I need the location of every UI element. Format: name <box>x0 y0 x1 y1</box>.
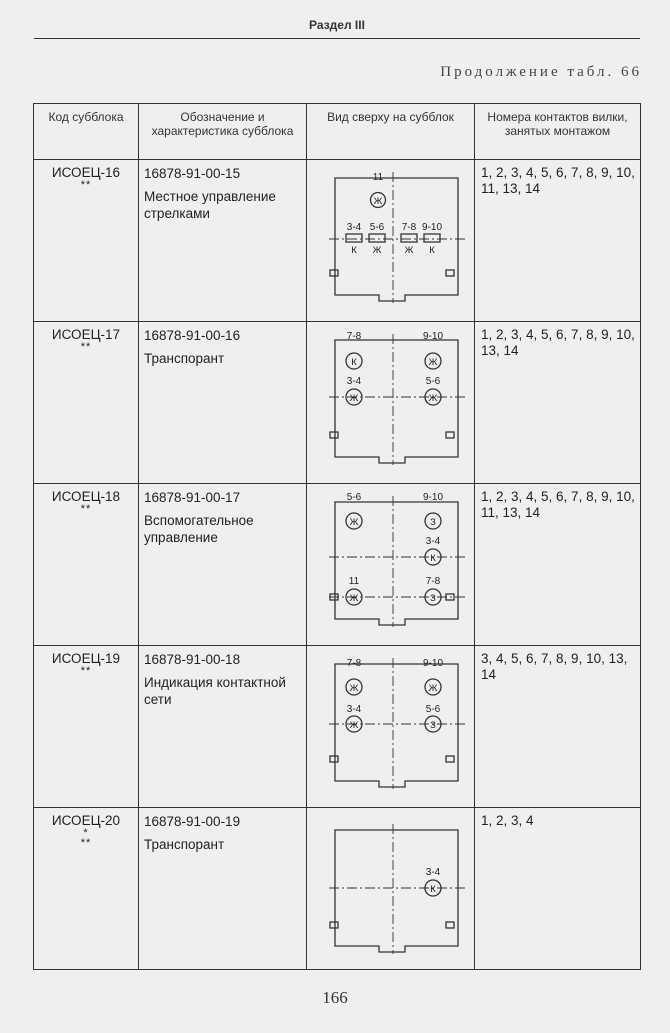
lamp-symbol: З <box>430 517 436 528</box>
subblock-code: ИСОЕЦ-18 <box>51 489 121 504</box>
code-cell <box>34 484 139 646</box>
designation-number: 16878-91-00-15 <box>144 166 241 181</box>
header-rule <box>34 38 640 39</box>
lamp-symbol: Ж <box>349 517 359 528</box>
continuation-caption: Продолжение табл. 66 <box>440 64 642 80</box>
subblock-top-view-diagram <box>307 484 475 645</box>
designation-cell <box>139 808 307 970</box>
subblock-mark: ** <box>80 503 92 515</box>
contact-label: 9-10 <box>421 222 443 233</box>
code-cell <box>34 322 139 484</box>
contacts-cell <box>475 808 641 970</box>
designation-cell <box>139 160 307 322</box>
lamp-symbol: З <box>430 720 436 731</box>
subblock-mark: ** <box>80 179 92 191</box>
contact-numbers: 1, 2, 3, 4, 5, 6, 7, 8, 9, 10, 11, 13, 14 <box>481 165 635 196</box>
designation-number: 16878-91-00-18 <box>144 652 241 667</box>
contact-label: 5-6 <box>346 492 362 503</box>
column-header-view: Вид сверху на субблок <box>307 104 475 160</box>
designation-description: Транспорант <box>144 837 225 852</box>
contact-label: 7-8 <box>346 658 362 669</box>
contacts-cell <box>475 322 641 484</box>
subblock-top-view-diagram <box>307 646 475 807</box>
contact-label: 5-6 <box>425 704 441 715</box>
contact-numbers: 3, 4, 5, 6, 7, 8, 9, 10, 13, 14 <box>481 651 628 682</box>
lamp-symbol: Ж <box>373 196 383 207</box>
contacts-cell <box>475 646 641 808</box>
table-row <box>34 160 641 322</box>
contact-label: 9-10 <box>422 331 444 342</box>
lamp-symbol: К <box>351 245 357 256</box>
lamp-symbol: К <box>429 245 435 256</box>
designation-description: Транспорант <box>144 351 225 366</box>
lamp-symbol: Ж <box>349 593 359 604</box>
section-title: Раздел III <box>309 18 365 32</box>
subblock-top-view-diagram <box>307 322 475 483</box>
table-row <box>34 484 641 646</box>
column-header-designation: Обозначение и характеристика субблока <box>139 104 307 160</box>
subblock-mark-single: * <box>83 827 89 839</box>
column-header-code: Код субблока <box>34 104 139 160</box>
contacts-cell <box>475 484 641 646</box>
lamp-symbol: К <box>430 884 436 895</box>
view-cell <box>307 484 475 646</box>
subblock-mark: ** <box>80 341 92 353</box>
contact-label: 3-4 <box>346 376 362 387</box>
lamp-symbol: З <box>430 593 436 604</box>
code-cell <box>34 808 139 970</box>
contacts-cell <box>475 160 641 322</box>
designation-cell <box>139 322 307 484</box>
table-row <box>34 322 641 484</box>
lamp-symbol: Ж <box>428 357 438 368</box>
subblock-code: ИСОЕЦ-19 <box>51 651 121 666</box>
contact-label: 11 <box>348 576 360 587</box>
contact-label: 3-4 <box>425 867 441 878</box>
view-cell <box>307 808 475 970</box>
lamp-symbol: Ж <box>428 683 438 694</box>
table-header-row <box>34 104 641 160</box>
designation-number: 16878-91-00-16 <box>144 328 241 343</box>
designation-cell <box>139 484 307 646</box>
contact-label: 3-4 <box>346 704 362 715</box>
designation-number: 16878-91-00-17 <box>144 490 241 505</box>
lamp-symbol: Ж <box>404 245 414 256</box>
contact-numbers: 1, 2, 3, 4 <box>481 813 534 828</box>
lamp-symbol: Ж <box>349 393 359 404</box>
lamp-symbol: Ж <box>428 393 438 404</box>
contact-label: 3-4 <box>425 536 441 547</box>
subblock-table <box>33 103 641 970</box>
contact-label: 7-8 <box>346 331 362 342</box>
lamp-symbol: К <box>351 357 357 368</box>
code-cell <box>34 160 139 322</box>
lamp-symbol: Ж <box>349 720 359 731</box>
lamp-symbol: Ж <box>372 245 382 256</box>
designation-description: Вспомогательное управление <box>144 513 254 545</box>
subblock-mark: ** <box>80 665 92 677</box>
contact-label: 5-6 <box>425 376 441 387</box>
designation-cell <box>139 646 307 808</box>
view-cell <box>307 322 475 484</box>
contact-label: 5-6 <box>369 222 385 233</box>
contact-label: 9-10 <box>422 492 444 503</box>
designation-number: 16878-91-00-19 <box>144 814 241 829</box>
designation-description: Местное управление стрелками <box>144 189 276 221</box>
subblock-top-view-diagram <box>307 808 475 969</box>
contact-label: 3-4 <box>346 222 362 233</box>
column-header-contacts: Номера контактов вилки, занятых монтажом <box>475 104 641 160</box>
lamp-symbol: Ж <box>349 683 359 694</box>
table-row <box>34 808 641 970</box>
contact-label: 7-8 <box>425 576 441 587</box>
designation-description: Индикация контактной сети <box>144 675 286 707</box>
view-cell <box>307 160 475 322</box>
contact-label: 7-8 <box>401 222 417 233</box>
subblock-mark: ** <box>80 837 92 849</box>
table-row <box>34 646 641 808</box>
contact-label: 9-10 <box>422 658 444 669</box>
contact-numbers: 1, 2, 3, 4, 5, 6, 7, 8, 9, 10, 13, 14 <box>481 327 635 358</box>
view-cell <box>307 646 475 808</box>
subblock-code: ИСОЕЦ-16 <box>51 165 121 180</box>
page-number: 166 <box>322 988 348 1007</box>
contact-label: 11 <box>372 172 384 183</box>
subblock-code: ИСОЕЦ-17 <box>51 327 121 342</box>
subblock-code: ИСОЕЦ-20 <box>51 813 121 828</box>
lamp-symbol: К <box>430 553 436 564</box>
code-cell <box>34 646 139 808</box>
subblock-top-view-diagram <box>307 160 475 321</box>
contact-numbers: 1, 2, 3, 4, 5, 6, 7, 8, 9, 10, 11, 13, 14 <box>481 489 635 520</box>
